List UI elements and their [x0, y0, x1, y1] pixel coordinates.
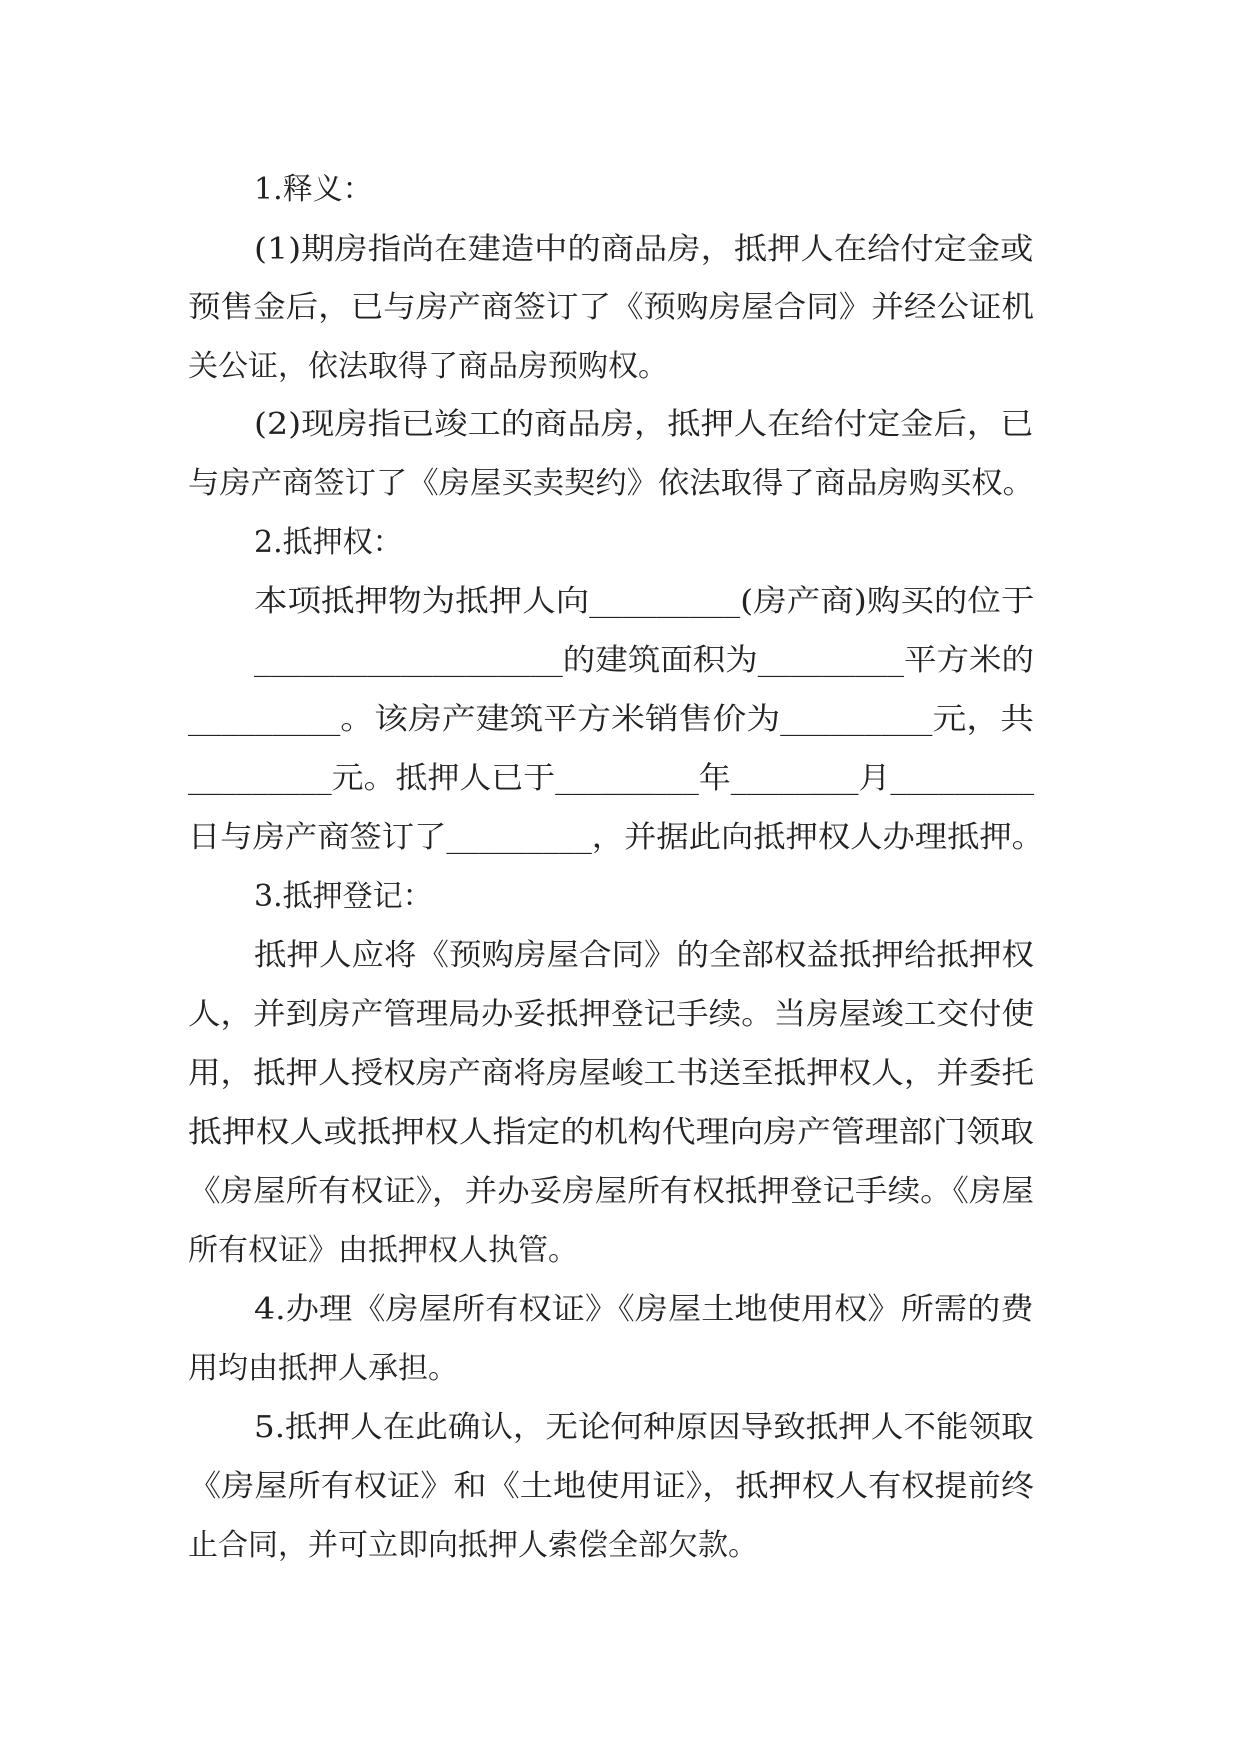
- paragraph-line: _________元。抵押人已于_________年________月_________: [188, 761, 1035, 796]
- paragraph-line: 预售金后，已与房产商签订了《预购房屋合同》并经公证机: [188, 290, 1034, 325]
- section-heading: 1.释义：: [254, 172, 373, 207]
- paragraph-line: 用均由抵押人承担。: [188, 1351, 458, 1386]
- paragraph-line: (2)现房指已竣工的商品房，抵押人在给付定金后，已: [254, 407, 1034, 442]
- section-heading: 3.抵押登记：: [254, 879, 433, 914]
- paragraph-line: 用，抵押人授权房产商将房屋峻工书送至抵押权人，并委托: [188, 1056, 1034, 1091]
- paragraph-line: 止合同，并可立即向抵押人索偿全部欠款。: [188, 1528, 758, 1563]
- paragraph-line: 日与房产商签订了_________，并据此向抵押权人办理抵押。: [188, 820, 1044, 855]
- paragraph-line: _________。该房产建筑平方米销售价为_________元，共: [188, 702, 1034, 737]
- paragraph-line: 本项抵押物为抵押人向_________(房产商)购买的位于: [254, 584, 1035, 619]
- paragraph-line: 人，并到房产管理局办妥抵押登记手续。当房屋竣工交付使: [188, 997, 1034, 1032]
- paragraph-line: 《房屋所有权证》和《土地使用证》，抵押权人有权提前终: [188, 1469, 1035, 1504]
- paragraph-line: 抵押权人或抵押权人指定的机构代理向房产管理部门领取: [188, 1115, 1034, 1150]
- paragraph-line: 所有权证》由抵押权人执管。: [188, 1233, 578, 1268]
- paragraph-line: ___________________的建筑面积为_________平方米的: [254, 643, 1034, 678]
- section-heading: 2.抵押权：: [254, 525, 403, 560]
- paragraph-line: 抵押人应将《预购房屋合同》的全部权益抵押给抵押权: [254, 938, 1034, 973]
- paragraph-line: 关公证，依法取得了商品房预购权。: [188, 349, 668, 384]
- paragraph-line: 4.办理《房屋所有权证》《房屋土地使用权》所需的费: [254, 1292, 1034, 1327]
- paragraph-line: 与房产商签订了《房屋买卖契约》依法取得了商品房购买权。: [188, 466, 1034, 501]
- paragraph-line: (1)期房指尚在建造中的商品房，抵押人在给付定金或: [254, 232, 1034, 267]
- paragraph-line: 5.抵押人在此确认，无论何种原因导致抵押人不能领取: [254, 1410, 1034, 1445]
- paragraph-line: 《房屋所有权证》，并办妥房屋所有权抵押登记手续。《房屋: [188, 1174, 1034, 1209]
